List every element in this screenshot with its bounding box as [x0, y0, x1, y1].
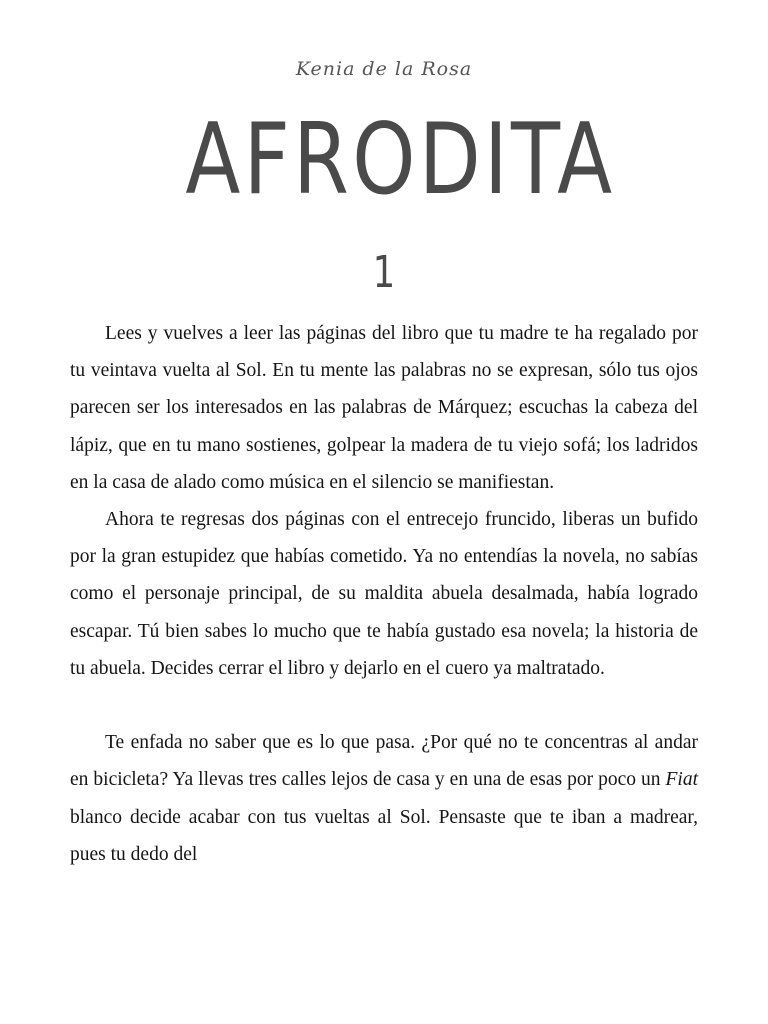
paragraph-3-emphasis: Fiat	[665, 769, 698, 791]
paragraph-3-text-start: Te enfada no saber que es lo que pasa. ¿Por qué no te concentras al andar en bicicleta? Ya llevas tres calles lejos de casa y en una de esas por poco un	[70, 732, 698, 791]
author-name: Kenia de la Rosa	[295, 58, 473, 80]
chapter-number: 1	[372, 247, 396, 298]
chapter-body	[70, 315, 698, 873]
paragraph-2: Ahora te regresas dos páginas con el entrecejo fruncido, liberas un bufido por la gran estupidez que habías cometido. Ya no entendías la novela, no sabías como el personaje principal, de su maldita abuela desalmada, había logrado escapar. Tú bien sabes lo mucho que te había gustado esa novela; la historia de tu abuela. Decides cerrar el libro y dejarlo en el cuero ya maltratado.	[70, 509, 698, 679]
book-title: AFRODITA	[185, 103, 616, 217]
paragraph-3-text-end: blanco decide acabar con tus vueltas al Sol. Pensaste que te iban a madrear, pues tu dedo del	[70, 806, 698, 865]
paragraph-3	[70, 724, 698, 873]
paragraph-1: Lees y vuelves a leer las páginas del libro que tu madre te ha regalado por tu veintava vuelta al Sol. En tu mente las palabras no se expresan, sólo tus ojos parecen ser los interesados en las palabras de Márquez; escuchas la cabeza del lápiz, que en tu mano sostienes, golpear la madera de tu viejo sofá; los ladridos en la casa de alado como música en el silencio se manifiestan.	[70, 323, 698, 493]
